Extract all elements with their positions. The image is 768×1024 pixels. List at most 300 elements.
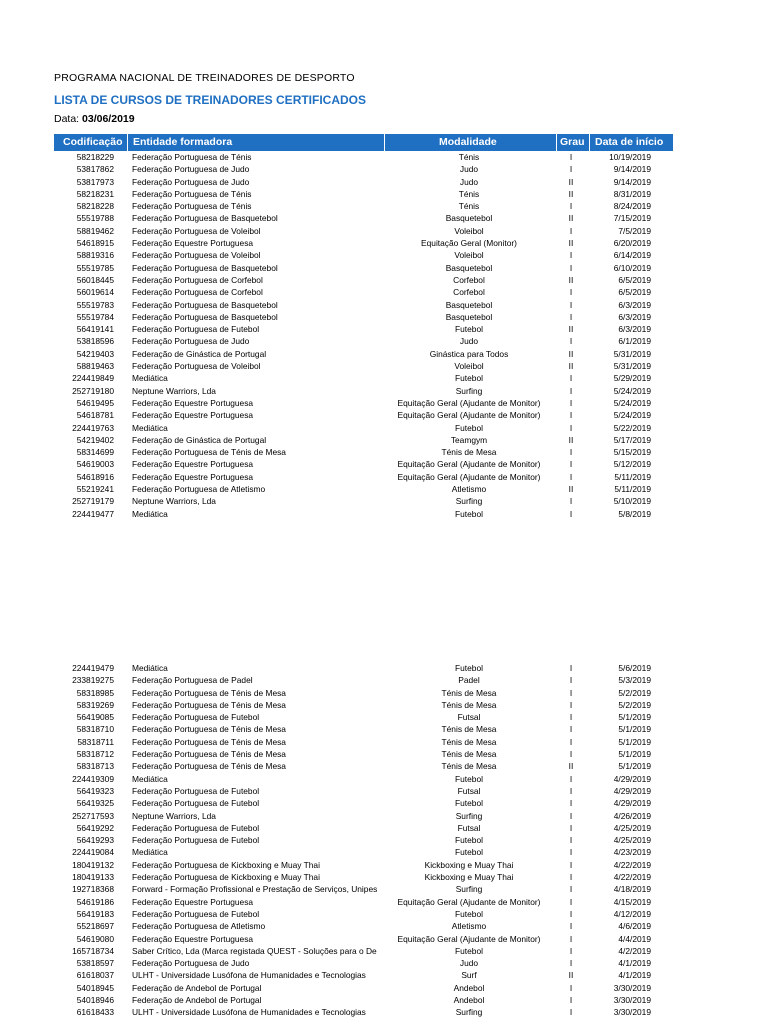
- training-entity: Federação Portuguesa de Voleibol: [132, 225, 261, 236]
- modality-text: Futebol: [455, 847, 483, 858]
- grade: I: [569, 459, 573, 470]
- grade: I: [569, 287, 573, 298]
- table-row: [54, 508, 673, 520]
- modality-text: Judo: [459, 176, 479, 187]
- table-row: [54, 348, 673, 360]
- course-code: 58819463: [76, 361, 114, 372]
- course-code: 58218231: [76, 188, 114, 199]
- grade: II: [568, 361, 574, 372]
- start-date: 3/30/2019: [613, 982, 651, 993]
- modality-text: Atletismo: [451, 921, 487, 932]
- table-row: [54, 200, 673, 212]
- course-code: 54618781: [76, 410, 114, 421]
- grade: I: [569, 397, 573, 408]
- training-entity: Federação Portuguesa de Ténis de Mesa: [132, 699, 286, 710]
- header-divider: [556, 134, 557, 151]
- start-date: 5/3/2019: [618, 675, 651, 686]
- table-row: [54, 188, 673, 200]
- table-row: [54, 785, 673, 797]
- course-code: 252719179: [72, 496, 114, 507]
- table-row: [54, 969, 673, 981]
- training-entity: Saber Crítico, Lda (Marca registada QUEST - Soluções para o De: [132, 945, 377, 956]
- modality-text: Equitação Geral (Ajudante de Monitor): [397, 459, 541, 470]
- grade: I: [569, 471, 573, 482]
- table-row: [54, 982, 673, 994]
- course-code: 55519784: [76, 311, 114, 322]
- grade: II: [568, 348, 574, 359]
- training-entity: Mediática: [132, 373, 168, 384]
- table-row: [54, 385, 673, 397]
- table-row: [54, 446, 673, 458]
- table-row: [54, 458, 673, 470]
- modality-text: Basquetebol: [445, 311, 493, 322]
- training-entity: Federação Portuguesa de Corfebol: [132, 274, 263, 285]
- modality-text: Judo: [459, 164, 479, 175]
- start-date: 4/23/2019: [613, 847, 651, 858]
- modality-text: Futebol: [455, 908, 483, 919]
- modality-text: Corfebol: [453, 287, 485, 298]
- table-row: [54, 834, 673, 846]
- course-code: 53818597: [76, 958, 114, 969]
- modality-text: Ténis de Mesa: [441, 699, 497, 710]
- start-date: 5/2/2019: [618, 687, 651, 698]
- training-entity: Federação Portuguesa de Kickboxing e Muay Thai: [132, 872, 320, 883]
- col-header-start-date: Data de início: [595, 136, 664, 148]
- course-code: 252717593: [72, 810, 114, 821]
- start-date: 4/25/2019: [613, 822, 651, 833]
- start-date: 5/31/2019: [613, 361, 651, 372]
- training-entity: Mediática: [132, 773, 168, 784]
- header-divider: [384, 134, 385, 151]
- training-entity: Neptune Warriors, Lda: [132, 496, 216, 507]
- start-date: 7/5/2019: [618, 225, 651, 236]
- modality-text: Futsal: [457, 822, 481, 833]
- grade: I: [569, 872, 573, 883]
- course-code: 56419141: [76, 324, 114, 335]
- start-date: 3/30/2019: [613, 995, 651, 1006]
- grade: I: [569, 152, 573, 162]
- course-code: 224419479: [72, 663, 114, 673]
- modality-text: Corfebol: [453, 274, 485, 285]
- modality-text: Voleibol: [454, 225, 484, 236]
- course-table-page2: [54, 662, 673, 1019]
- grade: I: [569, 250, 573, 261]
- table-row: [54, 699, 673, 711]
- grade: I: [569, 958, 573, 969]
- start-date: 5/24/2019: [613, 410, 651, 421]
- table-row: [54, 176, 673, 188]
- course-code: 58819462: [76, 225, 114, 236]
- modality-text: Equitação Geral (Monitor): [421, 238, 517, 249]
- table-row: [54, 933, 673, 945]
- start-date: 5/31/2019: [613, 348, 651, 359]
- table-row: [54, 871, 673, 883]
- start-date: 5/1/2019: [618, 761, 651, 772]
- grade: I: [569, 225, 573, 236]
- grade: I: [569, 164, 573, 175]
- grade: I: [569, 447, 573, 458]
- modality-text: Equitação Geral (Ajudante de Monitor): [397, 397, 541, 408]
- table-row: [54, 323, 673, 335]
- header-divider: [589, 134, 590, 151]
- grade: I: [569, 945, 573, 956]
- start-date: 5/1/2019: [618, 749, 651, 760]
- start-date: 5/22/2019: [613, 422, 651, 433]
- start-date: 5/24/2019: [613, 397, 651, 408]
- modality-text: Equitação Geral (Ajudante de Monitor): [397, 471, 541, 482]
- training-entity: Federação Portuguesa de Futebol: [132, 798, 260, 809]
- grade: I: [569, 496, 573, 507]
- course-code: 58318985: [76, 687, 114, 698]
- course-code: 58318712: [76, 749, 114, 760]
- table-row: [54, 810, 673, 822]
- table-row: [54, 1006, 673, 1018]
- modality-text: Judo: [459, 336, 479, 347]
- grade: II: [568, 434, 574, 445]
- training-entity: Federação Portuguesa de Judo: [132, 336, 250, 347]
- course-code: 53818596: [76, 336, 114, 347]
- modality-text: Basquetebol: [445, 213, 493, 224]
- modality-text: Voleibol: [454, 250, 484, 261]
- document-title: LISTA DE CURSOS DE TREINADORES CERTIFICADOS: [54, 93, 367, 107]
- modality-text: Basquetebol: [445, 262, 493, 273]
- modality-text: Andebol: [453, 995, 485, 1006]
- modality-text: Futebol: [455, 422, 483, 433]
- start-date: 3/30/2019: [613, 1007, 651, 1018]
- grade: I: [569, 896, 573, 907]
- start-date: 6/5/2019: [618, 287, 651, 298]
- training-entity: Federação Portuguesa de Basquetebol: [132, 213, 278, 224]
- course-code: 56419292: [76, 822, 114, 833]
- table-row: [54, 299, 673, 311]
- start-date: 4/25/2019: [613, 835, 651, 846]
- col-header-code: Codificação: [63, 136, 123, 148]
- document-date: [54, 113, 135, 125]
- modality-text: Atletismo: [451, 484, 487, 495]
- training-entity: Neptune Warriors, Lda: [132, 810, 216, 821]
- table-row: [54, 896, 673, 908]
- table-row: [54, 434, 673, 446]
- start-date: 5/11/2019: [614, 484, 651, 495]
- training-entity: Federação Equestre Portuguesa: [132, 471, 254, 482]
- table-row: [54, 212, 673, 224]
- course-code: 56419293: [76, 835, 114, 846]
- date-label: Data:: [54, 113, 80, 125]
- grade: I: [569, 921, 573, 932]
- grade: II: [568, 761, 574, 772]
- table-row: [54, 274, 673, 286]
- course-code: 61618037: [76, 970, 114, 981]
- table-row: [54, 422, 673, 434]
- start-date: 4/29/2019: [613, 773, 651, 784]
- table-row: [54, 286, 673, 298]
- start-date: 9/14/2019: [613, 176, 651, 187]
- course-table-page1: [54, 151, 673, 520]
- start-date: 8/24/2019: [613, 201, 651, 212]
- start-date: 5/24/2019: [613, 385, 651, 396]
- table-row: [54, 249, 673, 261]
- modality-text: Futebol: [455, 324, 483, 335]
- header-divider: [127, 134, 128, 151]
- modality-text: Futebol: [455, 773, 483, 784]
- grade: I: [569, 663, 573, 673]
- training-entity: Federação Portuguesa de Ténis de Mesa: [132, 736, 286, 747]
- table-row: [54, 163, 673, 175]
- table-row: [54, 797, 673, 809]
- grade: I: [569, 884, 573, 895]
- training-entity: Federação de Andebol de Portugal: [132, 982, 262, 993]
- modality-text: Ténis de Mesa: [441, 749, 497, 760]
- training-entity: Federação Portuguesa de Kickboxing e Muay Thai: [132, 859, 320, 870]
- grade: I: [569, 373, 573, 384]
- course-code: 54219403: [76, 348, 114, 359]
- modality-text: Surf: [461, 970, 477, 981]
- start-date: 6/14/2019: [613, 250, 651, 261]
- grade: I: [569, 908, 573, 919]
- start-date: 4/22/2019: [613, 872, 651, 883]
- grade: I: [569, 422, 573, 433]
- start-date: 5/11/2019: [614, 471, 651, 482]
- modality-text: Futsal: [457, 785, 481, 796]
- table-row: [54, 471, 673, 483]
- course-code: 54018946: [76, 995, 114, 1006]
- modality-text: Surfing: [455, 385, 483, 396]
- start-date: 5/17/2019: [613, 434, 651, 445]
- start-date: 5/6/2019: [618, 663, 651, 673]
- course-code: 54619186: [76, 896, 114, 907]
- modality-text: Futebol: [455, 945, 483, 956]
- training-entity: Federação Portuguesa de Judo: [132, 164, 250, 175]
- course-code: 53817973: [76, 176, 114, 187]
- training-entity: Federação Portuguesa de Futebol: [132, 712, 260, 723]
- training-entity: Federação Portuguesa de Ténis de Mesa: [132, 724, 286, 735]
- table-row: [54, 748, 673, 760]
- modality-text: Ténis de Mesa: [441, 687, 497, 698]
- start-date: 5/1/2019: [618, 724, 651, 735]
- course-code: 192718368: [72, 884, 114, 895]
- training-entity: ULHT - Universidade Lusófona de Humanidades e Tecnologias: [132, 1007, 366, 1018]
- start-date: 5/15/2019: [613, 447, 651, 458]
- modality-text: Padel: [458, 675, 480, 686]
- grade: I: [569, 699, 573, 710]
- table-row: [54, 687, 673, 699]
- start-date: 5/1/2019: [618, 712, 651, 723]
- training-entity: Mediática: [132, 663, 168, 673]
- grade: I: [569, 835, 573, 846]
- table-row: [54, 151, 673, 163]
- grade: I: [569, 785, 573, 796]
- training-entity: Federação de Ginástica de Portugal: [132, 434, 267, 445]
- modality-text: Futebol: [455, 798, 483, 809]
- table-row: [54, 994, 673, 1006]
- training-entity: Mediática: [132, 422, 168, 433]
- grade: I: [569, 995, 573, 1006]
- training-entity: Federação Equestre Portuguesa: [132, 410, 254, 421]
- start-date: 4/29/2019: [613, 798, 651, 809]
- course-code: 61618433: [76, 1007, 114, 1018]
- start-date: 4/26/2019: [613, 810, 651, 821]
- course-code: 55218697: [76, 921, 114, 932]
- modality-text: Ténis: [458, 152, 480, 162]
- table-row: [54, 225, 673, 237]
- grade: I: [569, 262, 573, 273]
- grade: I: [569, 299, 573, 310]
- course-code: 58318710: [76, 724, 114, 735]
- grade: II: [568, 176, 574, 187]
- table-row: [54, 723, 673, 735]
- modality-text: Kickboxing e Muay Thai: [424, 872, 514, 883]
- course-code: 56419085: [76, 712, 114, 723]
- grade: I: [569, 982, 573, 993]
- course-code: 58819316: [76, 250, 114, 261]
- grade: II: [568, 484, 574, 495]
- table-header: [54, 134, 673, 151]
- start-date: 5/29/2019: [613, 373, 651, 384]
- course-code: 56419323: [76, 785, 114, 796]
- table-row: [54, 662, 673, 674]
- grade: I: [569, 736, 573, 747]
- start-date: 4/1/2019: [618, 958, 651, 969]
- start-date: 6/3/2019: [618, 299, 651, 310]
- table-row: [54, 822, 673, 834]
- start-date: 6/20/2019: [613, 238, 651, 249]
- modality-text: Ginástica para Todos: [429, 348, 509, 359]
- modality-text: Ténis de Mesa: [441, 447, 497, 458]
- modality-text: Voleibol: [454, 361, 484, 372]
- course-code: 54618915: [76, 238, 114, 249]
- training-entity: Federação de Andebol de Portugal: [132, 995, 262, 1006]
- training-entity: Neptune Warriors, Lda: [132, 385, 216, 396]
- start-date: 4/15/2019: [613, 896, 651, 907]
- start-date: 4/12/2019: [613, 908, 651, 919]
- course-code: 54619080: [76, 933, 114, 944]
- course-code: 224419763: [72, 422, 114, 433]
- course-code: 54219402: [76, 434, 114, 445]
- course-code: 56018445: [76, 274, 114, 285]
- course-code: 165718734: [72, 945, 114, 956]
- start-date: 6/3/2019: [618, 311, 651, 322]
- table-row: [54, 760, 673, 772]
- grade: I: [569, 933, 573, 944]
- start-date: 4/4/2019: [618, 933, 651, 944]
- training-entity: Federação Portuguesa de Ténis de Mesa: [132, 761, 286, 772]
- course-code: 55519788: [76, 213, 114, 224]
- modality-text: Kickboxing e Muay Thai: [424, 859, 514, 870]
- modality-text: Futsal: [457, 712, 481, 723]
- grade: I: [569, 749, 573, 760]
- course-code: 56019614: [76, 287, 114, 298]
- table-row: [54, 409, 673, 421]
- course-code: 224419849: [72, 373, 114, 384]
- course-code: 180419133: [72, 872, 114, 883]
- table-row: [54, 372, 673, 384]
- training-entity: Federação Portuguesa de Ténis: [132, 152, 252, 162]
- course-code: 58319269: [76, 699, 114, 710]
- start-date: 4/22/2019: [613, 859, 651, 870]
- course-code: 224419477: [72, 508, 114, 519]
- training-entity: Federação Portuguesa de Corfebol: [132, 287, 263, 298]
- start-date: 6/1/2019: [618, 336, 651, 347]
- col-header-grade: Grau: [560, 136, 585, 148]
- grade: I: [569, 712, 573, 723]
- start-date: 4/1/2019: [618, 970, 651, 981]
- grade: I: [569, 1007, 573, 1018]
- start-date: 4/29/2019: [613, 785, 651, 796]
- course-code: 252719180: [72, 385, 114, 396]
- training-entity: Federação Portuguesa de Ténis: [132, 188, 252, 199]
- course-code: 54619003: [76, 459, 114, 470]
- training-entity: Federação de Ginástica de Portugal: [132, 348, 267, 359]
- modality-text: Ténis de Mesa: [441, 736, 497, 747]
- grade: I: [569, 810, 573, 821]
- grade: I: [569, 675, 573, 686]
- grade: II: [568, 274, 574, 285]
- training-entity: Federação Portuguesa de Padel: [132, 675, 253, 686]
- col-header-modality: Modalidade: [439, 136, 497, 148]
- start-date: 4/18/2019: [613, 884, 651, 895]
- table-row: [54, 957, 673, 969]
- course-code: 233819275: [72, 675, 114, 686]
- modality-text: Teamgym: [450, 434, 488, 445]
- modality-text: Equitação Geral (Ajudante de Monitor): [397, 896, 541, 907]
- course-code: 224419309: [72, 773, 114, 784]
- course-code: 54018945: [76, 982, 114, 993]
- grade: I: [569, 508, 573, 519]
- start-date: 6/10/2019: [613, 262, 651, 273]
- modality-text: Ténis de Mesa: [441, 724, 497, 735]
- training-entity: Mediática: [132, 847, 168, 858]
- table-row: [54, 859, 673, 871]
- start-date: 5/10/2019: [613, 496, 651, 507]
- modality-text: Ténis: [458, 188, 480, 199]
- modality-text: Judo: [459, 958, 479, 969]
- training-entity: Federação Equestre Portuguesa: [132, 238, 254, 249]
- table-row: [54, 237, 673, 249]
- start-date: 5/8/2019: [618, 508, 651, 519]
- grade: II: [568, 324, 574, 335]
- training-entity: Federação Equestre Portuguesa: [132, 933, 254, 944]
- grade: II: [568, 238, 574, 249]
- training-entity: Federação Portuguesa de Futebol: [132, 908, 260, 919]
- modality-text: Futebol: [455, 663, 483, 673]
- training-entity: Federação Portuguesa de Ténis de Mesa: [132, 687, 286, 698]
- grade: I: [569, 859, 573, 870]
- start-date: 4/2/2019: [618, 945, 651, 956]
- training-entity: Federação Portuguesa de Atletismo: [132, 484, 266, 495]
- table-row: [54, 711, 673, 723]
- grade: I: [569, 201, 573, 212]
- table-row: [54, 262, 673, 274]
- course-code: 54619495: [76, 397, 114, 408]
- modality-text: Surfing: [455, 1007, 483, 1018]
- course-code: 56419325: [76, 798, 114, 809]
- table-row: [54, 846, 673, 858]
- training-entity: Federação Portuguesa de Ténis: [132, 201, 252, 212]
- training-entity: ULHT - Universidade Lusófona de Humanidades e Tecnologias: [132, 970, 366, 981]
- grade: I: [569, 773, 573, 784]
- training-entity: Federação Portuguesa de Basquetebol: [132, 262, 278, 273]
- start-date: 10/19/2019: [609, 152, 651, 162]
- grade: I: [569, 822, 573, 833]
- training-entity: Federação Portuguesa de Basquetebol: [132, 311, 278, 322]
- grade: I: [569, 410, 573, 421]
- table-row: [54, 495, 673, 507]
- modality-text: Andebol: [453, 982, 485, 993]
- start-date: 9/14/2019: [613, 164, 651, 175]
- table-row: [54, 335, 673, 347]
- training-entity: Federação Portuguesa de Voleibol: [132, 361, 261, 372]
- table-row: [54, 397, 673, 409]
